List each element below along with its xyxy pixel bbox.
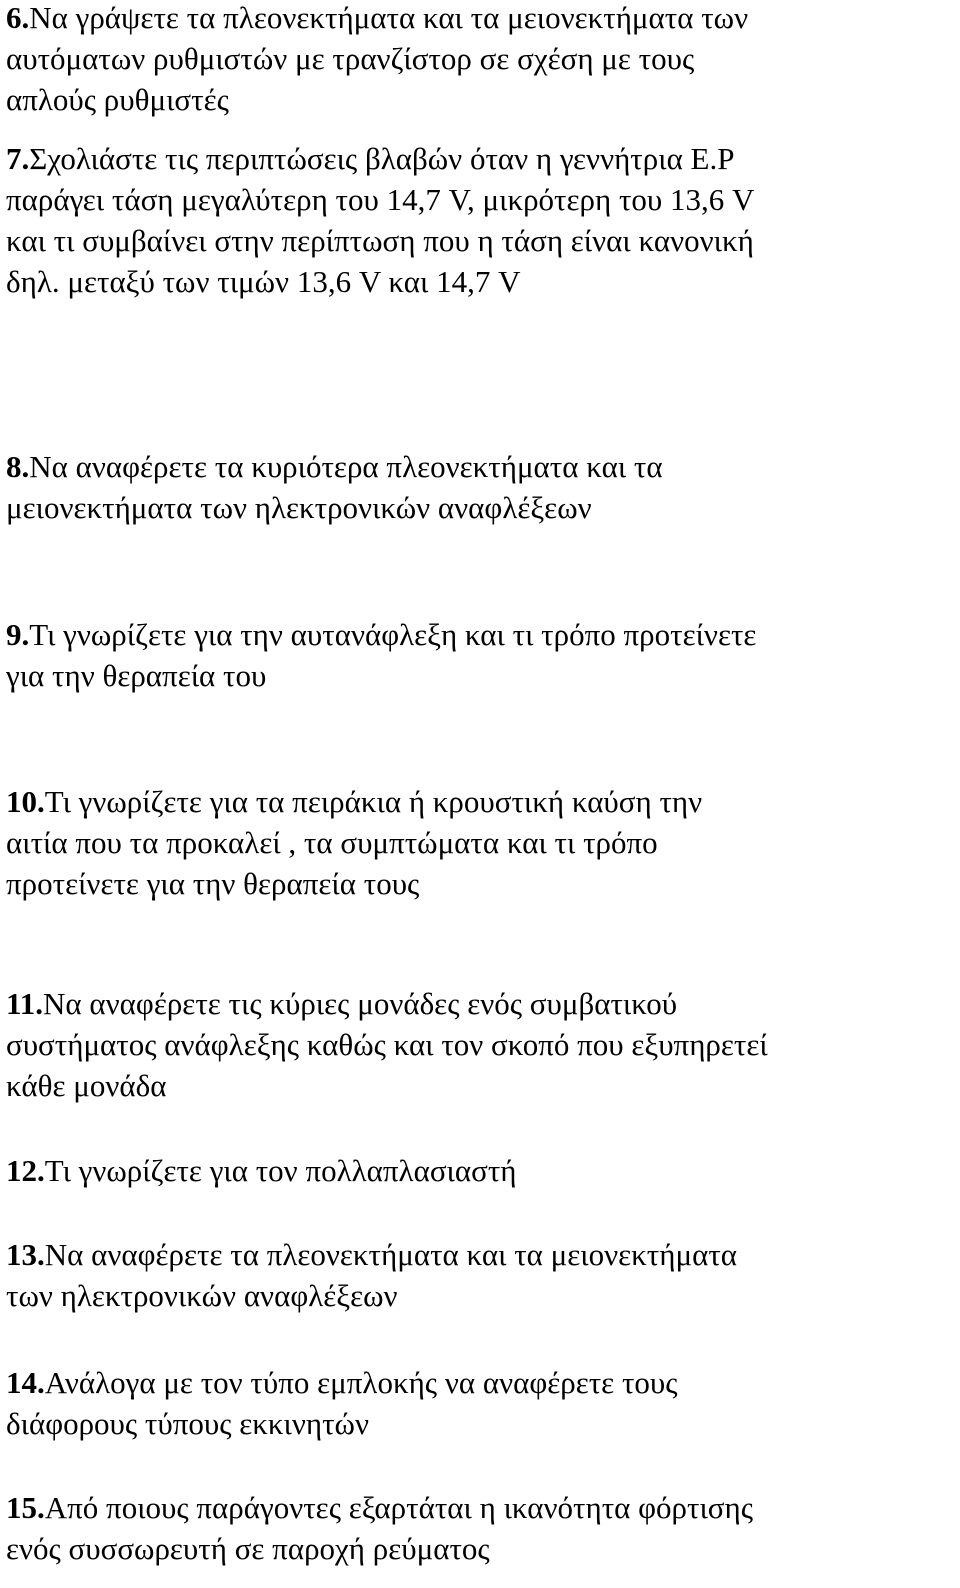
question-text: Ανάλογα με τον τύπο εμπλοκής να αναφέρετε τους: [44, 1365, 678, 1400]
question-7: [6, 138, 956, 302]
question-text: και τι συμβαίνει στην περίπτωση που η τάση είναι κανονική: [6, 223, 754, 258]
question-text: Τι γνωρίζετε για τον πολλαπλασιαστή: [44, 1153, 517, 1188]
question-text: για την θεραπεία του: [6, 658, 267, 693]
question-text: Να αναφέρετε τα κυριότερα πλεονεκτήματα και τα: [29, 449, 663, 484]
question-text: Να γράψετε τα πλεονεκτήματα και τα μειονεκτήματα των: [29, 0, 749, 35]
question-line: [6, 781, 956, 822]
question-line: [6, 1150, 956, 1191]
question-text: Τι γνωρίζετε για τα πειράκια ή κρουστική καύση την: [44, 784, 703, 819]
question-number: 13.: [6, 1237, 45, 1272]
question-line: [6, 1234, 956, 1275]
question-8: [6, 446, 956, 528]
question-number: 11.: [6, 986, 44, 1021]
question-text: δηλ. μεταξύ των τιμών 13,6 V και 14,7 V: [6, 264, 521, 299]
question-text: διάφορους τύπους εκκινητών: [6, 1406, 369, 1441]
question-number: 10.: [6, 784, 45, 819]
question-text: Τι γνωρίζετε για την αυτανάφλεξη και τι τρόπο προτείνετε: [29, 617, 757, 652]
question-text: μειονεκτήματα των ηλεκτρονικών αναφλέξεων: [6, 490, 592, 525]
question-number: 15.: [6, 1490, 45, 1525]
question-number: 9.: [6, 617, 30, 652]
question-line: [6, 983, 956, 1024]
question-line: [6, 1487, 956, 1528]
question-text: αιτία που τα προκαλεί , τα συμπτώματα και τι τρόπο: [6, 825, 658, 860]
question-text: των ηλεκτρονικών αναφλέξεων: [6, 1278, 398, 1313]
question-10: [6, 781, 956, 904]
question-11: [6, 983, 956, 1106]
question-text: απλούς ρυθμιστές: [6, 82, 229, 117]
question-line: [6, 0, 956, 38]
question-line: [6, 1362, 956, 1403]
question-line: [6, 614, 956, 655]
question-number: 12.: [6, 1153, 45, 1188]
question-text: κάθε μονάδα: [6, 1068, 167, 1103]
question-text: Από ποιους παράγοντες εξαρτάται η ικανότητα φόρτισης: [44, 1490, 753, 1525]
question-text: Σχολιάστε τις περιπτώσεις βλαβών όταν η γεννήτρια Ε.Ρ: [29, 141, 735, 176]
question-14: [6, 1362, 956, 1444]
question-text: Να αναφέρετε τα πλεονεκτήματα και τα μειονεκτήματα: [44, 1237, 738, 1272]
question-6: [6, 0, 956, 120]
question-text: Να αναφέρετε τις κύριες μονάδες ενός συμβατικού: [43, 986, 678, 1021]
question-number: 14.: [6, 1365, 45, 1400]
question-line: [6, 446, 956, 487]
question-13: [6, 1234, 956, 1316]
question-15: [6, 1487, 956, 1569]
question-number: 8.: [6, 449, 30, 484]
question-9: [6, 614, 956, 696]
question-text: συστήματος ανάφλεξης καθώς και τον σκοπό που εξυπηρετεί: [6, 1027, 768, 1062]
question-line: [6, 138, 956, 179]
question-text: παράγει τάση μεγαλύτερη του 14,7 V, μικρότερη του 13,6 V: [6, 182, 755, 217]
question-number: 7.: [6, 141, 30, 176]
question-text: αυτόματων ρυθμιστών με τρανζίστορ σε σχέση με τους: [6, 41, 695, 76]
question-text: ενός συσσωρευτή σε παροχή ρεύματος: [6, 1531, 490, 1566]
question-number: 6.: [6, 0, 30, 35]
question-12: [6, 1150, 956, 1191]
question-text: προτείνετε για την θεραπεία τους: [6, 866, 420, 901]
